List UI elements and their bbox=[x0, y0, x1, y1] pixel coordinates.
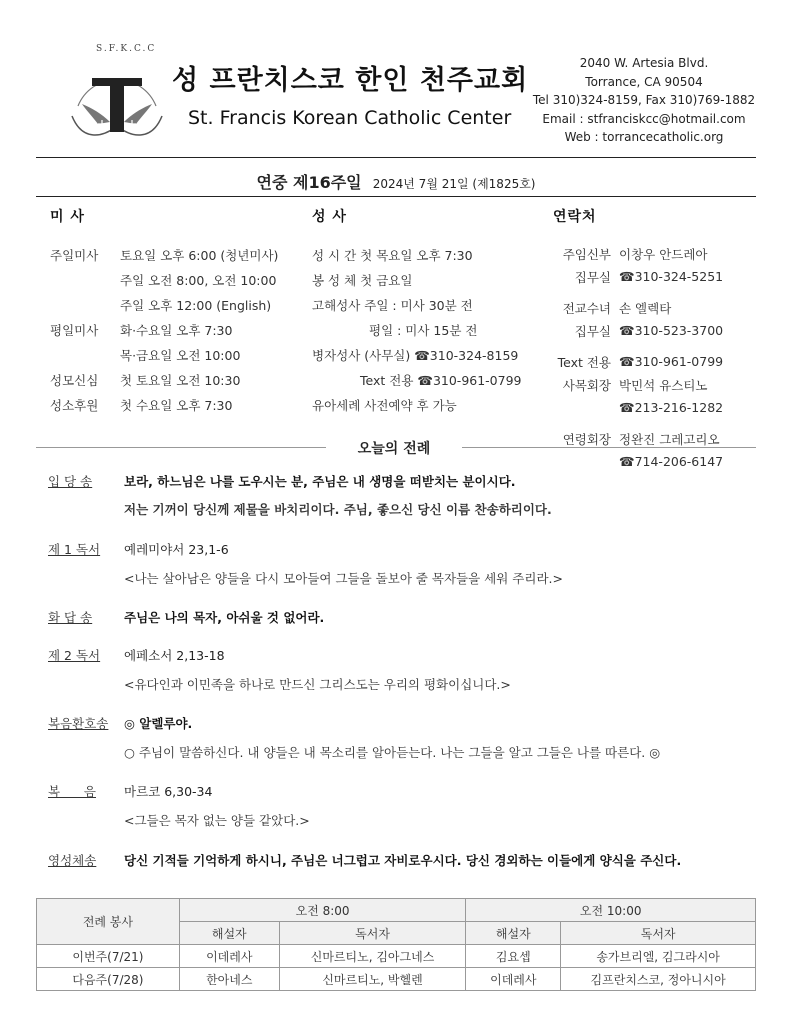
mass-row bbox=[50, 317, 300, 342]
contact-heading: 연락처 bbox=[553, 209, 597, 225]
sunday-title: 연중 제16주일 bbox=[256, 173, 362, 192]
church-name-korean: 성 프란치스코 한인 천주교회 bbox=[172, 65, 529, 96]
mass-time: 화·수요일 오후 7:30 bbox=[120, 322, 233, 338]
header-divider bbox=[36, 157, 756, 158]
table-row bbox=[37, 968, 756, 991]
contact-value: 이창우 안드레아 bbox=[619, 246, 708, 262]
gospel-summary: <그들은 목자 없는 양들 같았다.> bbox=[124, 813, 310, 828]
entrance-line2: 저는 기꺼이 당신께 제물을 바치리이다. 주님, 좋으신 당신 이름 찬송하리이다. bbox=[124, 502, 552, 517]
contact-phone: ☎310-523-3700 bbox=[619, 323, 724, 338]
mass-heading: 미 사 bbox=[50, 209, 85, 225]
liturgy-service-table bbox=[36, 898, 756, 991]
table-row bbox=[37, 945, 756, 968]
contact-row bbox=[553, 350, 763, 373]
reading1-summary: <나는 살아남은 양들을 다시 모아들여 그들을 돌보아 줄 목자들을 세워 주리라.> bbox=[124, 571, 563, 586]
contact-phone: ☎310-961-0799 bbox=[619, 354, 724, 369]
mass-row bbox=[50, 367, 300, 392]
sacrament-schedule bbox=[312, 206, 552, 417]
reading2-citation: 에페소서 2,13-18 bbox=[124, 648, 225, 663]
contact-phone: ☎310-324-5251 bbox=[619, 269, 724, 284]
sacrament-row: Text 전용 ☎310-961-0799 bbox=[360, 372, 522, 388]
reading2-label: 제 2 독서 bbox=[48, 648, 101, 663]
sacrament-row: 성 시 간 첫 목요일 오후 7:30 bbox=[312, 247, 473, 263]
liturgy-divider-right bbox=[462, 447, 756, 448]
mass-time: 첫 수요일 오후 7:30 bbox=[120, 397, 233, 413]
mass-label: 성소후원 bbox=[50, 397, 99, 413]
contact-row bbox=[553, 450, 763, 473]
contact-value: 정완진 그레고리오 bbox=[619, 431, 720, 447]
church-name-english: St. Francis Korean Catholic Center bbox=[188, 107, 512, 129]
contact-label: Text 전용 bbox=[557, 354, 611, 370]
contact-row bbox=[553, 265, 763, 288]
church-address bbox=[528, 54, 760, 147]
mass-label: 평일미사 bbox=[50, 322, 99, 338]
church-header bbox=[40, 40, 760, 150]
address-city: Torrance, CA 90504 bbox=[585, 74, 703, 89]
sunday-date: 2024년 7월 21일 (제1825호) bbox=[372, 177, 536, 191]
mass-8am-header: 오전 8:00 bbox=[179, 899, 466, 922]
mass-row bbox=[50, 242, 300, 267]
mass-row bbox=[50, 342, 300, 367]
contact-value: 손 엘렉타 bbox=[619, 300, 672, 316]
alleluia-verse: ○ 주님이 말씀하신다. 내 양들은 내 목소리를 알아듣는다. 나는 그들을 알고 그들은 나를 따른다. ◎ bbox=[124, 745, 661, 760]
psalm-response: 주님은 나의 목자, 아쉬울 것 없어라. bbox=[124, 610, 325, 625]
contact-label: 주임신부 bbox=[562, 246, 611, 262]
entrance-label: 입 당 송 bbox=[48, 474, 93, 489]
reader-cell: 신마르티노, 김아그네스 bbox=[279, 945, 466, 968]
mass-time: 첫 토요일 오전 10:30 bbox=[120, 372, 241, 388]
reading2-summary: <유다인과 이민족을 하나로 만드신 그리스도는 우리의 평화이십니다.> bbox=[124, 677, 511, 692]
sacrament-row: 평일 : 미사 15분 전 bbox=[369, 322, 478, 338]
commentator-cell: 이데레사 bbox=[466, 968, 561, 991]
commentator-cell: 한아네스 bbox=[179, 968, 279, 991]
mass-time: 토요일 오후 6:00 (청년미사) bbox=[120, 247, 279, 263]
psalm-label: 화 답 송 bbox=[48, 610, 93, 625]
contact-value: 박민석 유스티노 bbox=[619, 377, 708, 393]
commentator-cell: 이데레사 bbox=[179, 945, 279, 968]
table-header-row bbox=[37, 899, 756, 922]
mass-label: 성모신심 bbox=[50, 372, 99, 388]
mass-schedule bbox=[50, 206, 300, 417]
alleluia-label: 복음환호송 bbox=[48, 716, 109, 731]
contact-label: 집무실 bbox=[574, 323, 611, 339]
sunday-divider bbox=[36, 196, 756, 197]
communion-label: 영성체송 bbox=[48, 853, 97, 868]
col-reader: 독서자 bbox=[279, 922, 466, 945]
mass-time: 주일 오후 12:00 (English) bbox=[120, 297, 272, 313]
address-phone: Tel 310)324-8159, Fax 310)769-1882 bbox=[532, 93, 756, 107]
mass-row bbox=[50, 392, 300, 417]
reading1-citation: 예레미야서 23,1-6 bbox=[124, 542, 229, 557]
reading1-label: 제 1 독서 bbox=[48, 542, 101, 557]
contact-row bbox=[553, 242, 763, 265]
table-corner: 전례 봉사 bbox=[37, 899, 180, 945]
logo-caption: S.F.K.C.C bbox=[96, 44, 157, 54]
mass-row bbox=[50, 267, 300, 292]
sacrament-row: 고해성사 주일 : 미사 30분 전 bbox=[312, 297, 473, 313]
contact-row bbox=[553, 296, 763, 319]
liturgy-title: 오늘의 전례 bbox=[357, 441, 431, 457]
week-cell: 다음주(7/28) bbox=[37, 968, 180, 991]
mass-row bbox=[50, 292, 300, 317]
sacrament-row: 유아세례 사전예약 후 가능 bbox=[312, 397, 457, 413]
gospel-label: 복 음 bbox=[48, 784, 96, 799]
contact-label: 집무실 bbox=[574, 269, 611, 285]
contact-row bbox=[553, 373, 763, 396]
commentator-cell: 김요셉 bbox=[466, 945, 561, 968]
week-cell: 이번주(7/21) bbox=[37, 945, 180, 968]
address-email: Email : stfranciskcc@hotmail.com bbox=[542, 111, 746, 126]
col-commentator: 해설자 bbox=[466, 922, 561, 945]
church-logo-icon bbox=[62, 46, 172, 146]
entrance-line1: 보라, 하느님은 나를 도우시는 분, 주님은 내 생명을 떠받치는 분이시다. bbox=[124, 474, 516, 489]
contact-label: 사목회장 bbox=[562, 377, 611, 393]
address-street: 2040 W. Artesia Blvd. bbox=[579, 56, 709, 70]
gospel-citation: 마르코 6,30-34 bbox=[124, 784, 213, 799]
sacrament-row: 병자성사 (사무실) ☎310-324-8159 bbox=[312, 347, 519, 363]
col-reader: 독서자 bbox=[561, 922, 756, 945]
sunday-heading bbox=[36, 170, 756, 193]
sacrament-heading: 성 사 bbox=[312, 209, 347, 225]
communion-text: 당신 기적들 기억하게 하시니, 주님은 너그럽고 자비로우시다. 당신 경외하는 이들에게 양식을 주신다. bbox=[124, 853, 682, 868]
reader-cell: 김프란치스코, 정아니시아 bbox=[561, 968, 756, 991]
liturgy-divider-left bbox=[36, 447, 326, 448]
contact-phone: ☎213-216-1282 bbox=[619, 400, 724, 415]
contact-label: 연령회장 bbox=[562, 431, 611, 447]
address-web: Web : torrancecatholic.org bbox=[564, 130, 724, 144]
col-commentator: 해설자 bbox=[179, 922, 279, 945]
mass-time: 주일 오전 8:00, 오전 10:00 bbox=[120, 272, 277, 288]
contact-phone: ☎714-206-6147 bbox=[619, 454, 724, 469]
contact-row bbox=[553, 396, 763, 419]
contact-list bbox=[553, 206, 763, 473]
reader-cell: 송가브리엘, 김그라시아 bbox=[561, 945, 756, 968]
contact-label: 전교수녀 bbox=[562, 300, 611, 316]
alleluia-line1: ◎ 알렐루야. bbox=[124, 716, 193, 731]
mass-time: 목·금요일 오전 10:00 bbox=[120, 347, 241, 363]
contact-row bbox=[553, 319, 763, 342]
sacrament-row: 봉 성 체 첫 금요일 bbox=[312, 272, 413, 288]
mass-label: 주일미사 bbox=[50, 247, 99, 263]
reader-cell: 신마르티노, 박헬렌 bbox=[279, 968, 466, 991]
mass-10am-header: 오전 10:00 bbox=[466, 899, 756, 922]
